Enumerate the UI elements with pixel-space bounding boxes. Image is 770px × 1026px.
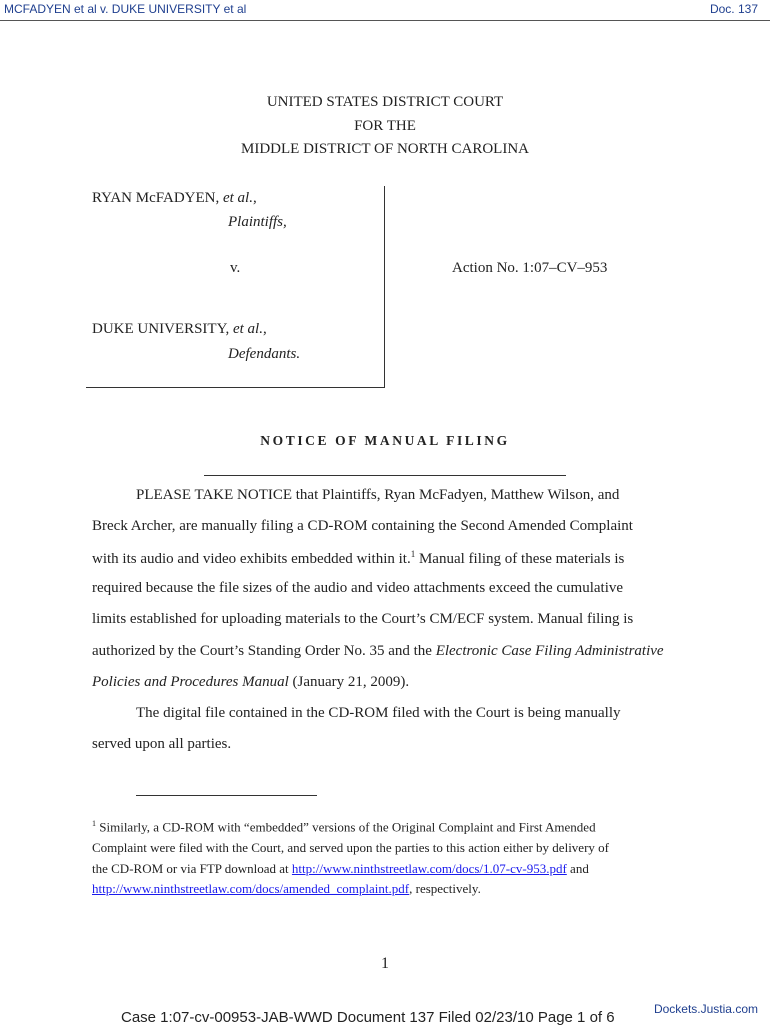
action-number: Action No. 1:07–CV–953 bbox=[452, 260, 608, 276]
caption-vertical-rule bbox=[384, 186, 385, 388]
court-line-1: UNITED STATES DISTRICT COURT bbox=[266, 94, 504, 110]
ftp-link-amended[interactable]: http://www.ninthstreetlaw.com/docs/amended_complaint.pdf bbox=[92, 881, 410, 896]
court-line-3: MIDDLE DISTRICT OF NORTH CAROLINA bbox=[241, 141, 529, 157]
plaintiff-role: Plaintiffs, bbox=[228, 214, 287, 230]
body-line-8: The digital file contained in the CD-ROM filed with the Court is being manually bbox=[136, 705, 621, 721]
body-line-5: limits established for uploading materials to the Court’s CM/ECF system. Manual filing is bbox=[92, 611, 634, 627]
body-line-4: required because the file sizes of the audio and video attachments exceed the cumulative bbox=[92, 580, 624, 596]
versus: v. bbox=[230, 260, 241, 276]
footnote-rule bbox=[136, 795, 317, 796]
footnote-line-2: Complaint were filed with the Court, and served upon the parties to this action either by delivery of bbox=[92, 840, 609, 855]
header-divider bbox=[0, 20, 770, 21]
footnote-line-4: http://www.ninthstreetlaw.com/docs/amended_complaint.pdf, respectively. bbox=[92, 881, 481, 896]
plaintiff-name: RYAN McFADYEN, et al., bbox=[92, 190, 257, 206]
defendant-name: DUKE UNIVERSITY, et al., bbox=[92, 321, 267, 337]
body-line-9: served upon all parties. bbox=[92, 736, 232, 752]
footnote-line-1: $^1$ Similarly, a CD-ROM with “embedded” versions of the Original Complaint and First Amended bbox=[92, 819, 596, 835]
caption-bottom-rule bbox=[86, 387, 385, 388]
court-line-2: FOR THE bbox=[354, 118, 416, 134]
body-line-3: with its audio and video exhibits embedded within it.$^1$ Manual filing of these materials is bbox=[92, 549, 625, 567]
body-line-2: Breck Archer, are manually filing a CD-ROM containing the Second Amended Complaint bbox=[92, 518, 633, 534]
plaintiff-etal: et al. bbox=[222, 190, 253, 206]
justia-link[interactable]: Dockets.Justia.com bbox=[653, 1002, 758, 1016]
ftp-link-original[interactable]: http://www.ninthstreetlaw.com/docs/1.07-cv-953.pdf bbox=[291, 861, 567, 876]
title-rule bbox=[204, 475, 566, 476]
footnote-line-3: the CD-ROM or via FTP download at http://www.ninthstreetlaw.com/docs/1.07-cv-953.pdf and bbox=[92, 861, 589, 876]
footnote-number: 1 bbox=[92, 819, 96, 828]
defendant-role: Defendants. bbox=[228, 346, 301, 362]
doc-number-link[interactable]: Doc. 137 bbox=[709, 2, 758, 16]
case-caption-link[interactable]: MCFADYEN et al v. DUKE UNIVERSITY et al bbox=[4, 2, 247, 16]
filing-stamp: Case 1:07-cv-00953-JAB-WWD Document 137 Filed 02/23/10 Page 1 of 6 bbox=[121, 1009, 615, 1026]
page-number: 1 bbox=[381, 955, 389, 972]
footnote-ref: 1 bbox=[410, 549, 416, 559]
defendant-etal: et al. bbox=[232, 321, 263, 337]
body-line-7: Policies and Procedures Manual (January 21, 2009). bbox=[92, 674, 410, 690]
notice-title: NOTICE OF MANUAL FILING bbox=[260, 433, 510, 448]
body-line-1: PLEASE TAKE NOTICE that Plaintiffs, Ryan McFadyen, Matthew Wilson, and bbox=[136, 487, 620, 503]
body-line-6: authorized by the Court’s Standing Order No. 35 and the Electronic Case Filing Administrative bbox=[92, 643, 664, 659]
